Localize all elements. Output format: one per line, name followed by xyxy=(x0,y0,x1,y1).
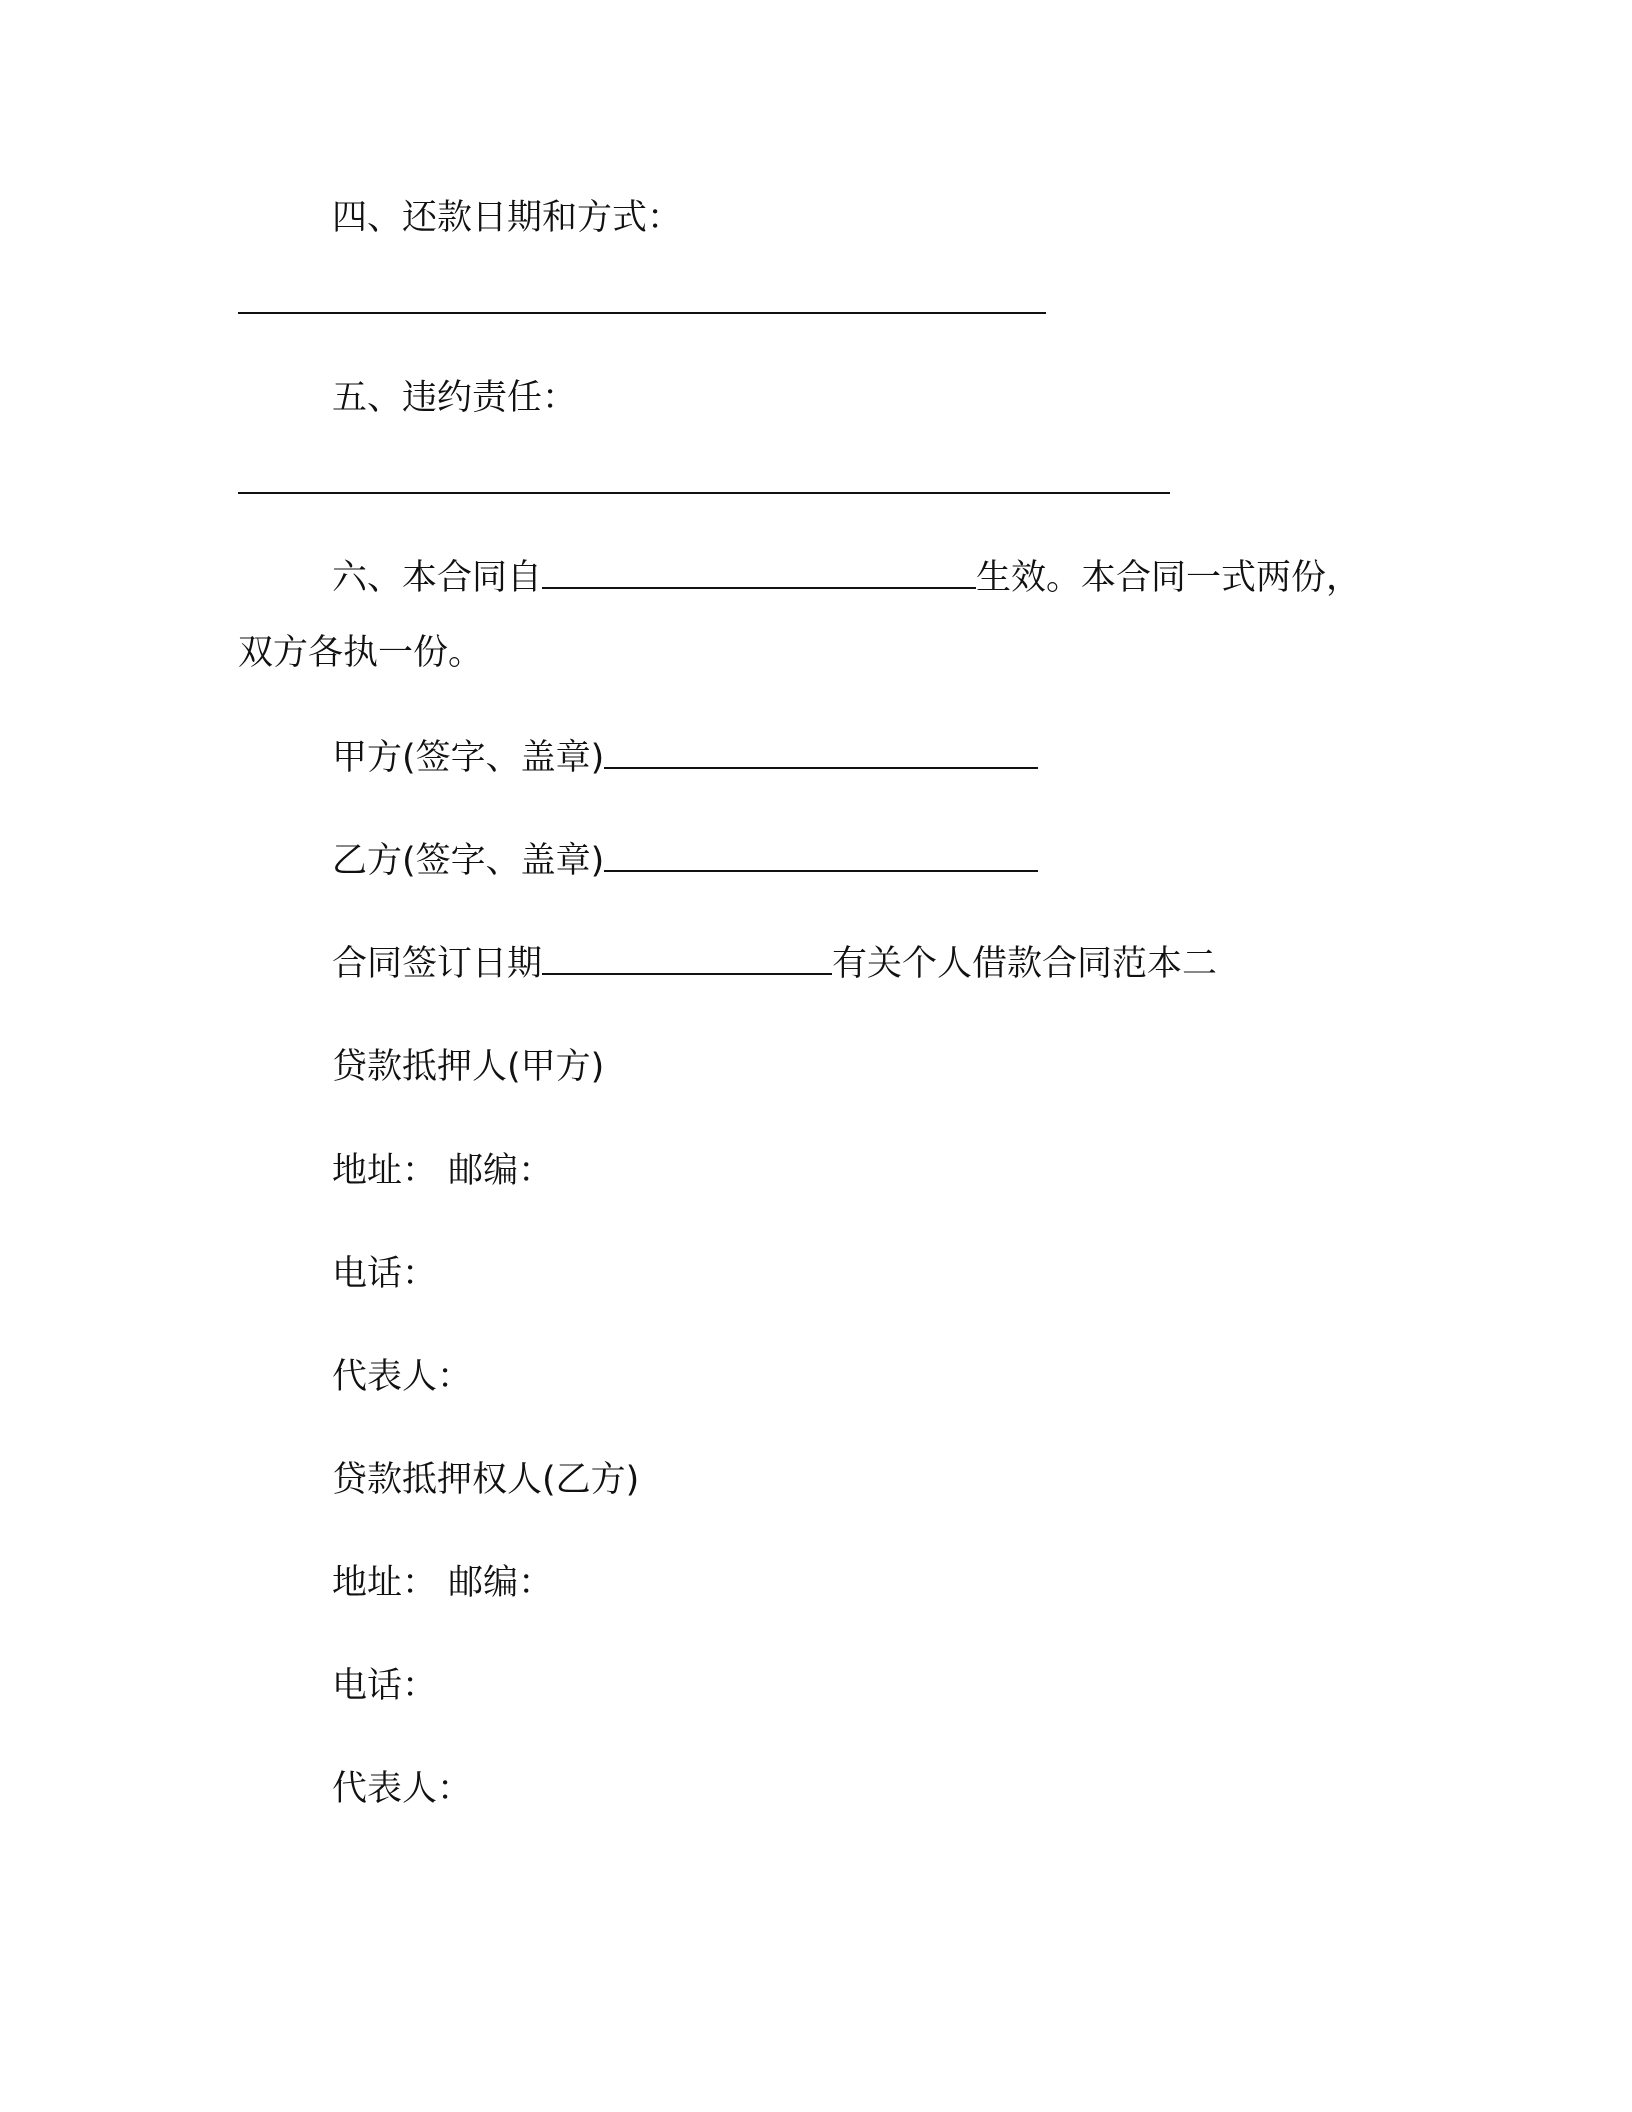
mortgagor-address: 地址： 邮编： xyxy=(332,1151,554,1191)
party-b-signature-blank xyxy=(604,840,1038,872)
clause-4-heading: 四、还款日期和方式： xyxy=(332,198,683,238)
sign-date-line xyxy=(332,941,1217,987)
mortgagee-representative: 代表人： xyxy=(332,1769,473,1809)
sign-date-blank xyxy=(542,943,832,975)
party-a-signature-line xyxy=(332,735,1038,781)
mortgagor-phone: 电话： xyxy=(332,1254,438,1294)
party-b-signature-line xyxy=(332,838,1038,884)
clause-6-pre: 六、本合同自 xyxy=(332,558,543,598)
clause-6-continuation: 双方各执一份。 xyxy=(238,633,484,673)
sign-date-label: 合同签订日期 xyxy=(332,944,543,984)
party-b-signature-label: 乙方(签字、盖章) xyxy=(332,841,605,881)
mortgagor-heading: 贷款抵押人(甲方) xyxy=(332,1047,605,1087)
clause-5-heading: 五、违约责任： xyxy=(332,378,578,418)
mortgagee-phone: 电话： xyxy=(332,1666,438,1706)
clause-6-line xyxy=(332,555,1361,601)
effective-date-blank xyxy=(542,557,976,589)
party-a-signature-blank xyxy=(604,737,1038,769)
repayment-blank-line xyxy=(238,312,1046,314)
sample-title: 有关个人借款合同范本二 xyxy=(832,944,1218,984)
mortgagor-representative: 代表人： xyxy=(332,1357,473,1397)
clause-6-post: 生效。本合同一式两份， xyxy=(976,558,1362,598)
mortgagee-address: 地址： 邮编： xyxy=(332,1563,554,1603)
party-a-signature-label: 甲方(签字、盖章) xyxy=(332,738,605,778)
liability-blank-line xyxy=(238,492,1170,494)
mortgagee-heading: 贷款抵押权人(乙方) xyxy=(332,1460,640,1500)
